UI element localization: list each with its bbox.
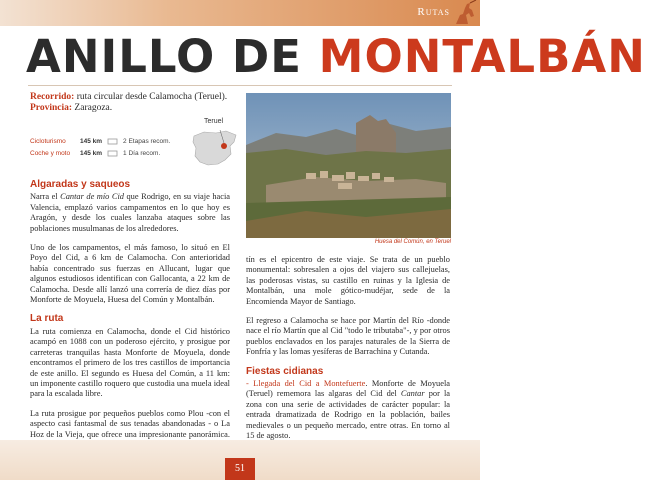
map-label: Teruel (204, 118, 224, 125)
title-part-2: MONTALBÁN (318, 30, 646, 83)
heading-fiestas: Fiestas cidianas (246, 365, 324, 377)
text-run: . Monforte de Moyuela (Teruel) rememora las algaras del Cid del (246, 379, 450, 399)
mode-label: Coche y moto (30, 150, 71, 157)
stages-value: 1 Día recom. (123, 150, 161, 157)
provincia-label: Provincia: (30, 103, 73, 113)
distance-row-cycling (30, 138, 170, 145)
km-value: 145 km (80, 150, 103, 157)
text-run: por la zona con una serie de actividades de carácter popular: la entrada dramatizada de Rodrigo en la población, bailes medievales o un pequeño mercado, entre otras. En torno al 15 de agosto. (246, 389, 450, 441)
work-title: Cantar de mío Cid (60, 192, 124, 202)
landscape-photo (246, 93, 451, 238)
recorrido-value: ruta circular desde Calamocha (Teruel). (74, 92, 228, 102)
route-meta (30, 92, 230, 114)
paragraph: La ruta prosigue por pequeños pueblos como Plou -con el aspecto casi fantasmal de sus tenadas abandonadas - o La Hoz de la Vieja, que ofrece una impresionante panorámica. (30, 408, 230, 439)
day-icon (108, 150, 117, 157)
mode-label: Cicloturismo (30, 138, 66, 145)
stages-icon (108, 138, 117, 145)
paragraph (246, 379, 450, 441)
km-value: 145 km (80, 138, 103, 145)
spain-map-icon (190, 126, 240, 170)
right-column (246, 255, 450, 451)
work-title: Cantar (400, 389, 425, 399)
photo-caption: Huesa del Común, en Teruel (374, 239, 451, 245)
recorrido-label: Recorrido: (30, 92, 75, 102)
text-run: que Rodrigo, en su viaje hacia Valencia, emplazó varios campamentos en lo que hoy es Aragón, y desde los cuales lanzaba ataques sobre las poblaciones musulmanas de los alrededores. (30, 192, 230, 233)
paragraph: Uno de los campamentos, el más famoso, lo situó en El Poyo del Cid, a 6 km de Calamocha. Con anterioridad había concentrado sus fuerzas en Allucant, lugar que algunos estudiosos identifican con Gallocanta, a 22 km de Calamocha. Desde allí lanzó una correría de diez días por Monforte de Moyuela, Huesa del Común y Montalbán. (30, 243, 230, 305)
heading-algaradas: Algaradas y saqueos (30, 179, 131, 190)
cid-rider-icon (453, 0, 477, 26)
paragraph: tín es el epicentro de este viaje. Se trata de un pueblo monumental: sobresalen a ojos del viajero sus callejuelas, las poderosas vistas, su castillo en ruinas y la Iglesia de Montalbán, una mole gótico-mudéjar, sede de la Encomienda Mayor de Santiago. (246, 255, 450, 306)
text-run: Narra el (30, 192, 61, 202)
title-divider (28, 85, 452, 86)
fiesta-name: - Llegada del Cid a Montefuerte (246, 379, 366, 389)
heading-la-ruta: La ruta (30, 313, 64, 325)
distance-row-car (30, 150, 160, 157)
paragraph: El regreso a Calamocha se hace por Martín del Río -donde nace el río Martín que al Cid "todo le tributaba"-, y por otros pueblos enclavados en los parajes naturales de la Sierra de Fonfría y las lomas yesíferas de Barrachina y Cutanda. (246, 316, 450, 357)
title-part-1: ANILLO DE (26, 30, 302, 83)
distance-box (30, 118, 238, 172)
provincia-value: Zaragoza. (72, 103, 113, 113)
page-title (26, 32, 646, 82)
paragraph (30, 192, 230, 234)
paragraph: La ruta comienza en Calamocha, donde el Cid histórico acampó en 1088 con un poderoso ejército, y prosigue por carreteras tranquilas hasta Monforte de Moyuela, donde encontramos el primero de los tres castillos de importancia de este anillo. El segundo es Huesa del Común, a 11 km: un imponente castillo roquero que custodia una muela ideal para la escalada libre. (30, 326, 230, 399)
header-bar (0, 0, 480, 26)
stages-value: 2 Etapas recom. (123, 138, 171, 145)
page-number: 51 (225, 458, 255, 480)
left-column (30, 180, 230, 470)
section-tag: Rutas (417, 6, 450, 18)
